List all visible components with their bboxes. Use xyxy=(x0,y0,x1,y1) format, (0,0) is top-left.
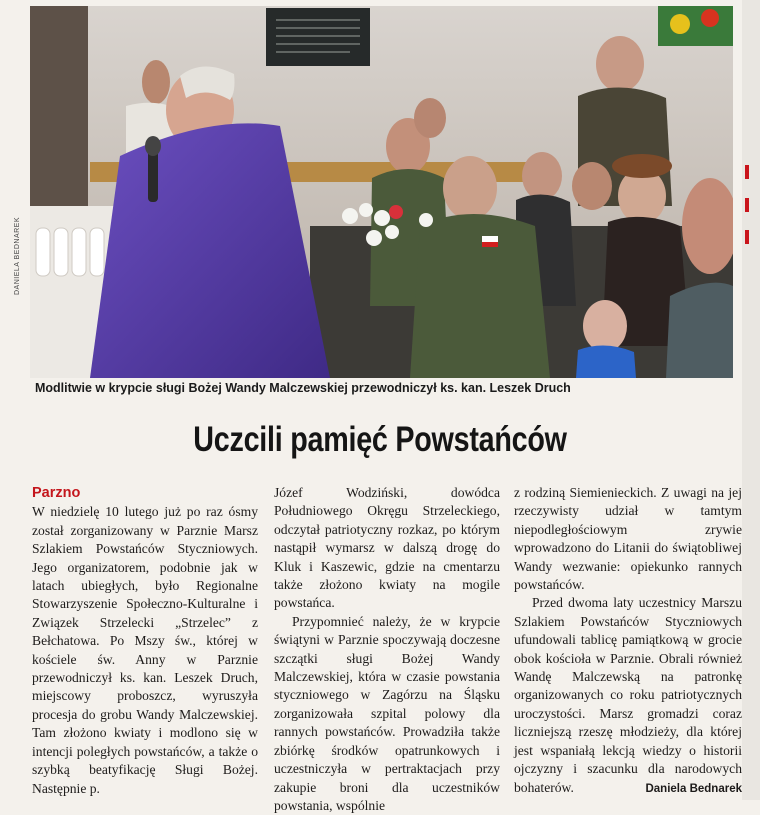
text-column-2 xyxy=(274,484,500,815)
paragraph: Przypomnieć należy, że w krypcie świątyni w Parznie spoczywają doczesne szczątki sługi Bożej Wandy Malczewskiej, która w czasie powstania styczniowego w Zagórzu na Śląsku zorganizowała szpital polowy dla rannych powstańców. Prowadziła także zbiórkę środków opatrunkowych i uczestniczyła w pertraktacjach przy zakupie broni dla uczestników powstania, wspólnie xyxy=(274,613,500,813)
dateline-place: Parzno xyxy=(32,485,81,501)
article-photo xyxy=(30,6,733,378)
paragraph: Józef Wodziński, dowódca Południowego Okręgu Strzeleckiego, odczytał patriotyczny rozkaz, po którym nastąpił wymarsz w dalszą drogę do Kluk i Kaszewic, gdzie na cmentarzu także złożono kwiaty na mogile powstańca. xyxy=(274,485,500,611)
edge-red-mark xyxy=(745,165,749,179)
photo-scene xyxy=(30,6,733,378)
article-headline: Uczcili pamięć Powstańców xyxy=(193,420,567,459)
page-edge-strip xyxy=(742,0,760,800)
paragraph: z rodziną Siemienieckich. Z uwagi na jej rzeczywisty udział w tamtym niepodległościowym zrywie wprowadzono do Litanii do świątobliwej Wandy wezwanie: opiekunko rannych powstańców. xyxy=(514,485,742,593)
text-column-3 xyxy=(514,484,742,798)
paragraph: Przed dwoma laty uczestnicy Marszu Szlakiem Powstańców Styczniowych ufundowali tablicę pamiątkową w grocie obok kościoła w Parznie. Obrali również Wandę Malczewską na patronkę organizowanych co roku patriotycznych uroczystości. Marsz gromadzi coraz liczniejszą rzeszę młodzieży, dla której jest wspaniałą lekcją wiedzy o historii ojczyzny i szacunku dla narodowych bohaterów. xyxy=(514,595,742,795)
edge-red-mark xyxy=(745,198,749,212)
photo-credit: DANIELA BEDNAREK xyxy=(14,216,21,295)
memorial-plaque xyxy=(266,8,370,66)
photo-caption: Modlitwie w krypcie sługi Bożej Wandy Malczewskiej przewodniczył ks. kan. Leszek Druch xyxy=(35,381,571,395)
author-byline: Daniela Bednarek xyxy=(645,782,742,795)
edge-red-mark xyxy=(745,230,749,244)
text-column-1 xyxy=(32,484,258,798)
paragraph: W niedzielę 10 lutego już po raz ósmy został zorganizowany w Parznie Marsz Szlakiem Powstańców Styczniowych. Jego organizatorem, podobnie jak w latach ubiegłych, było Regionalne Stowarzyszenie Społeczno-Kulturalne i Związek Strzelecki „Strzelec” z Bełchatowa. Po Mszy św., której w kościele św. Anny w Parznie przewodniczył ks. kan. Leszek Druch, miejscowy proboszcz, wyruszyła procesja do grobu Wandy Malczewskiej. Tam złożono kwiaty i modlono się w intencji poległych powstańców, a także o szybką beatyfikację Sługi Bożej. Następnie p. xyxy=(32,504,258,796)
